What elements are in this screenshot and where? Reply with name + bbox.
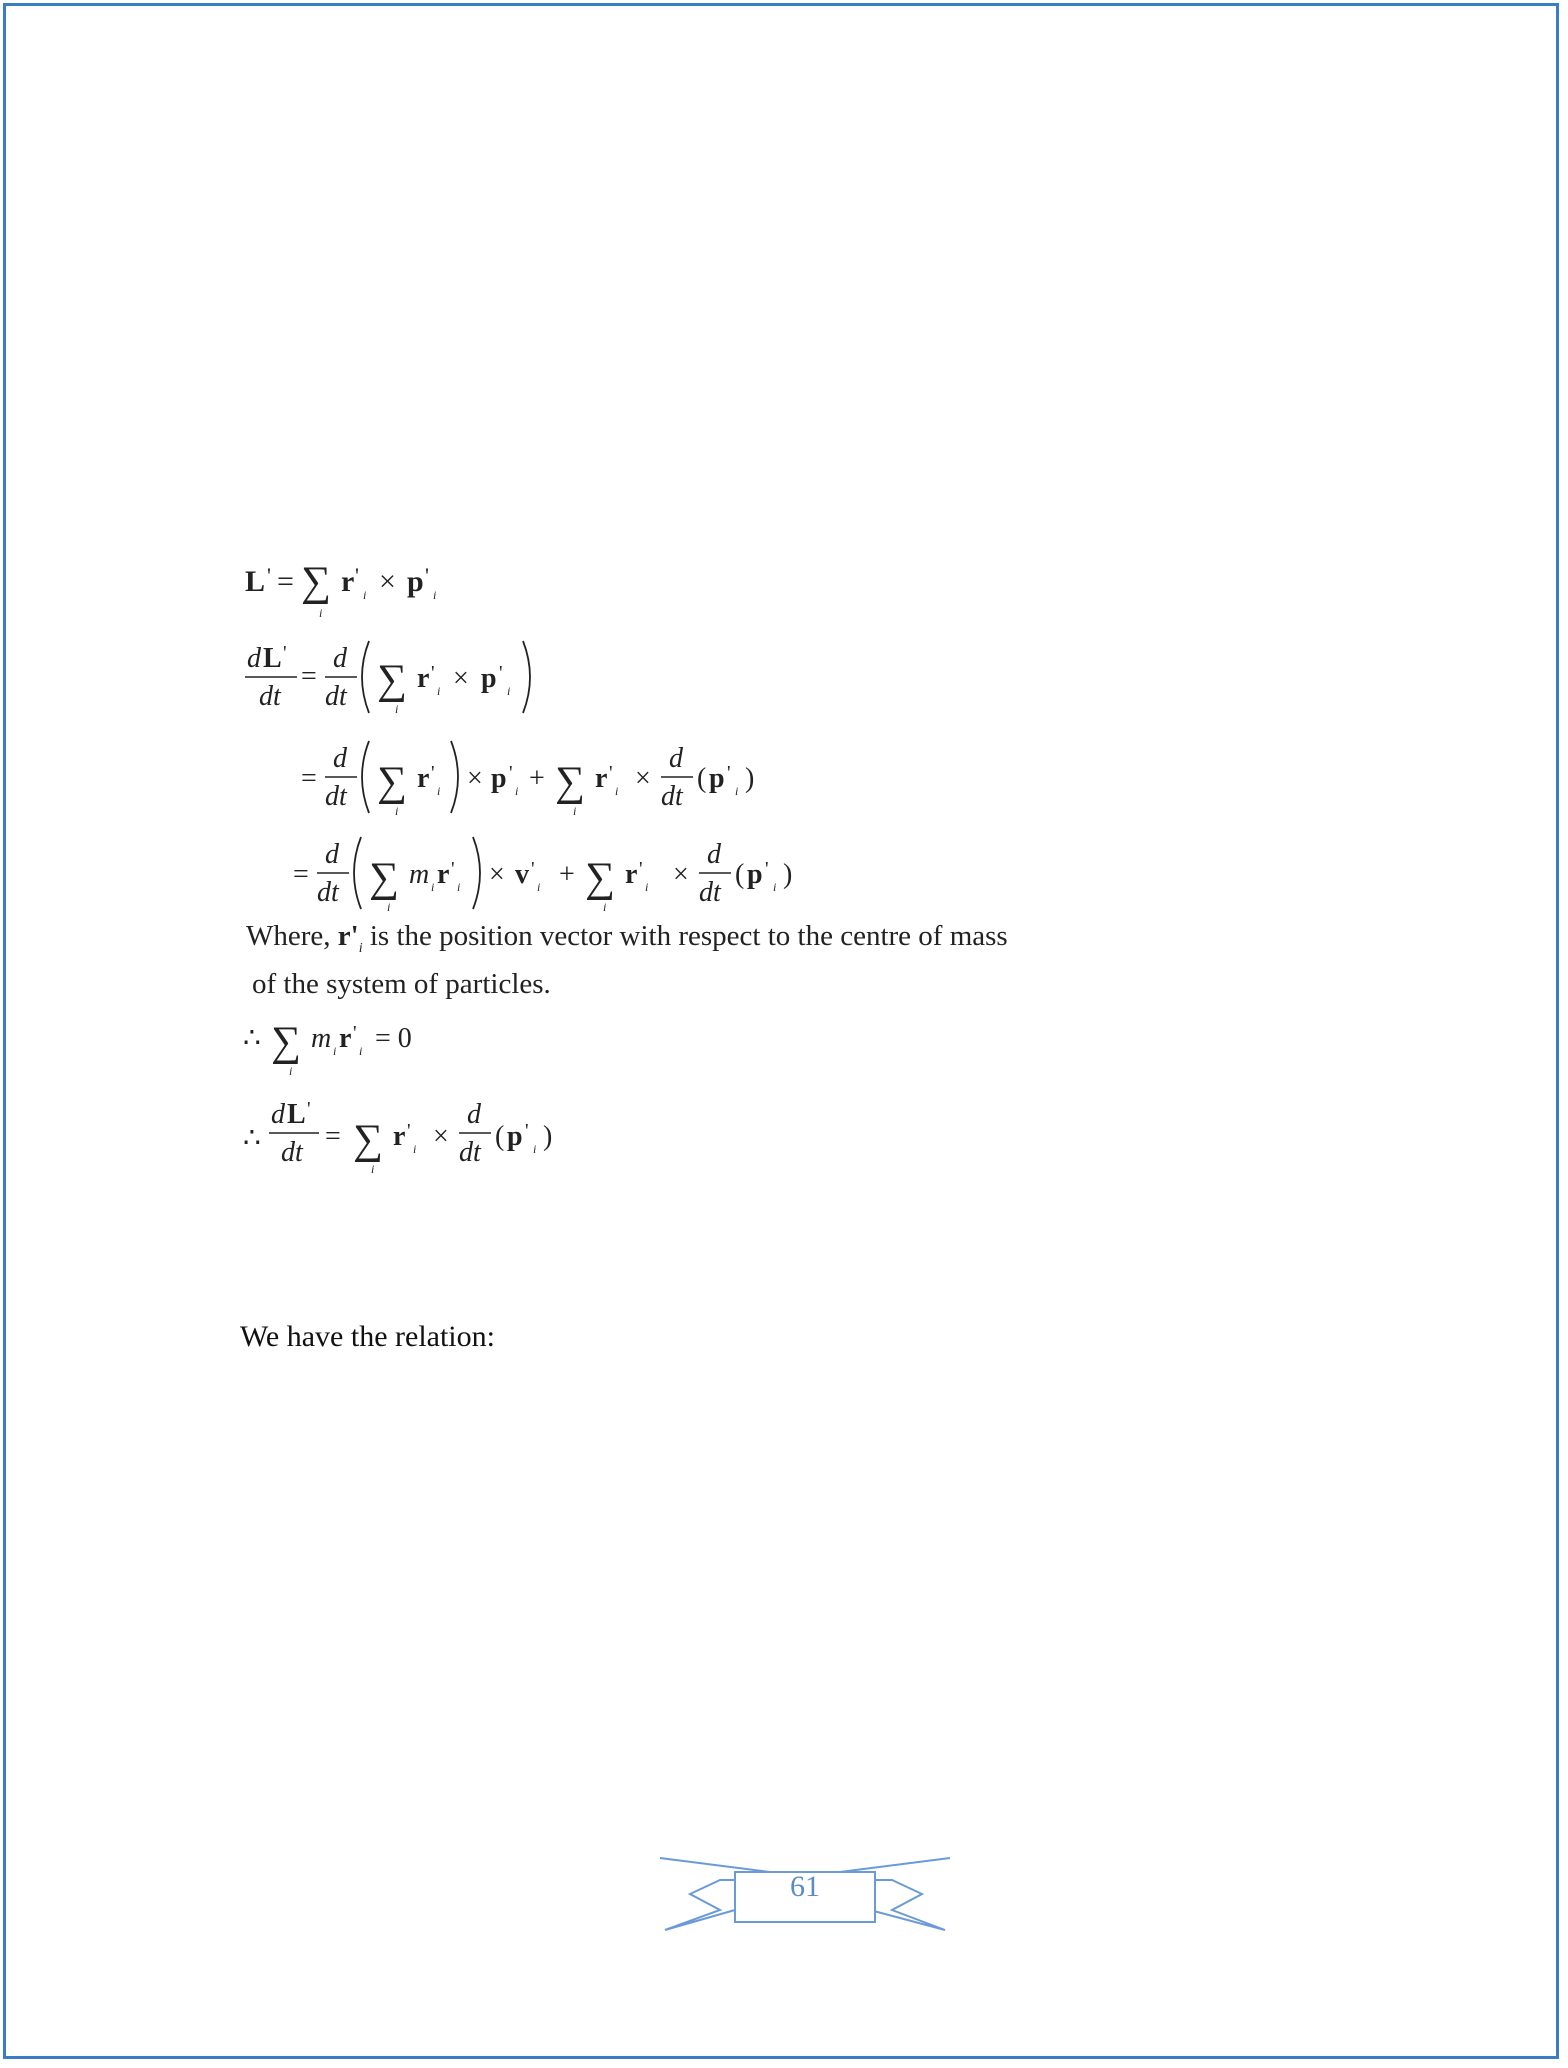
- svg-text:i: i: [371, 1162, 375, 1176]
- svg-text:r: r: [339, 1023, 352, 1054]
- svg-text:dt: dt: [281, 1137, 303, 1168]
- svg-text:∑: ∑: [377, 759, 407, 805]
- svg-text:×: ×: [673, 859, 689, 890]
- equation-derivative-3: [293, 837, 792, 914]
- equation-block: [245, 555, 1125, 1175]
- svg-text:p: p: [507, 1121, 523, 1152]
- svg-text:i: i: [537, 880, 541, 894]
- svg-text:×: ×: [433, 1121, 449, 1152]
- svg-text:': ': [407, 1120, 411, 1142]
- svg-text:×: ×: [635, 763, 651, 794]
- svg-text:i: i: [359, 1044, 363, 1058]
- svg-text:=: =: [325, 1121, 341, 1152]
- svg-text:': ': [451, 858, 455, 880]
- svg-text:': ': [355, 563, 359, 588]
- svg-text:d: d: [669, 743, 683, 774]
- svg-text:r: r: [437, 859, 450, 890]
- svg-text:r: r: [625, 859, 638, 890]
- svg-text:i: i: [773, 880, 777, 894]
- svg-text:∑: ∑: [301, 559, 331, 605]
- svg-text:i: i: [615, 784, 619, 798]
- svg-text:L: L: [287, 1099, 306, 1130]
- svg-text:p: p: [709, 763, 725, 794]
- svg-text:dt: dt: [259, 681, 281, 712]
- svg-text:r: r: [417, 663, 430, 694]
- equation-derivative-1: [245, 641, 530, 716]
- svg-text:i: i: [319, 606, 323, 620]
- svg-text:p: p: [481, 663, 497, 694]
- where-prefix: Where,: [246, 920, 338, 952]
- svg-text:i: i: [413, 1142, 417, 1156]
- svg-text:i: i: [437, 684, 441, 698]
- page-number-banner: [660, 1850, 950, 1935]
- where-suffix: is the position vector with respect to the centre of mass: [362, 920, 1008, 952]
- svg-text:p: p: [491, 763, 507, 794]
- equation-angular-momentum: [245, 559, 436, 620]
- svg-text:r: r: [393, 1121, 406, 1152]
- svg-text:': ': [531, 858, 535, 880]
- svg-text:i: i: [515, 784, 519, 798]
- equation-svg: [245, 555, 1125, 1175]
- svg-text:': ': [431, 662, 435, 684]
- svg-text:=: =: [277, 565, 294, 598]
- svg-text:(: (: [495, 1121, 505, 1152]
- svg-text:L: L: [245, 565, 266, 598]
- svg-text:r: r: [341, 565, 355, 598]
- svg-text:i: i: [289, 1064, 293, 1078]
- svg-text:= 0: = 0: [375, 1023, 412, 1054]
- svg-text:(: (: [697, 763, 707, 794]
- svg-text:v: v: [515, 859, 529, 890]
- svg-text:d: d: [247, 643, 261, 674]
- svg-text:': ': [283, 642, 287, 664]
- svg-text:d: d: [333, 743, 347, 774]
- svg-text:d: d: [325, 839, 339, 870]
- svg-text:i: i: [395, 804, 399, 818]
- svg-text:': ': [609, 762, 613, 784]
- svg-text:m: m: [409, 859, 430, 890]
- svg-text:i: i: [457, 880, 461, 894]
- svg-text:×: ×: [453, 663, 469, 694]
- svg-text:p: p: [747, 859, 763, 890]
- svg-text:i: i: [333, 1044, 337, 1058]
- svg-text:r: r: [595, 763, 608, 794]
- svg-text:': ': [267, 563, 271, 588]
- svg-text:dt: dt: [699, 877, 721, 908]
- svg-text:∴: ∴: [243, 1123, 261, 1154]
- svg-text:∑: ∑: [555, 759, 585, 805]
- svg-text:': ': [525, 1120, 529, 1142]
- svg-text:p: p: [407, 565, 424, 598]
- svg-text:d: d: [707, 839, 721, 870]
- svg-text:dt: dt: [661, 781, 683, 812]
- svg-text:': ': [639, 858, 643, 880]
- svg-text:∑: ∑: [271, 1019, 301, 1065]
- where-sentence-line2: of the system of particles.: [252, 968, 551, 1000]
- equation-torque-result: [243, 1098, 552, 1176]
- svg-text:=: =: [293, 859, 309, 890]
- svg-text:i: i: [573, 804, 577, 818]
- svg-text:m: m: [311, 1023, 332, 1054]
- svg-text:∑: ∑: [353, 1117, 383, 1163]
- svg-text:d: d: [333, 643, 347, 674]
- svg-text:d: d: [271, 1099, 285, 1130]
- svg-text:): ): [745, 763, 755, 794]
- position-vector-symbol: r': [337, 920, 359, 952]
- svg-text:×: ×: [489, 859, 505, 890]
- svg-text:i: i: [387, 900, 391, 914]
- svg-text:i: i: [433, 588, 437, 602]
- svg-text:r: r: [417, 763, 430, 794]
- svg-text:×: ×: [379, 565, 396, 598]
- svg-text:': ': [431, 762, 435, 784]
- svg-text:i: i: [431, 880, 435, 894]
- svg-text:∴: ∴: [243, 1023, 261, 1054]
- svg-text:dt: dt: [325, 681, 347, 712]
- svg-text:∑: ∑: [369, 855, 399, 901]
- svg-text:): ): [783, 859, 793, 890]
- svg-text:': ': [307, 1098, 311, 1120]
- svg-text:(: (: [735, 859, 745, 890]
- svg-text:i: i: [363, 588, 367, 602]
- where-sentence: Where, $r'_i$ is the position vector with respect to the centre of mass: [246, 920, 1008, 956]
- svg-text:': ': [425, 563, 429, 588]
- svg-text:': ': [499, 662, 503, 684]
- svg-text:': ': [727, 762, 731, 784]
- svg-text:+: +: [529, 763, 545, 794]
- svg-text:i: i: [603, 900, 607, 914]
- svg-text:∑: ∑: [377, 657, 407, 703]
- equation-centre-of-mass: [243, 1019, 412, 1078]
- svg-text:': ': [353, 1022, 357, 1044]
- svg-text:d: d: [467, 1099, 481, 1130]
- svg-text:L: L: [263, 643, 282, 674]
- svg-text:×: ×: [467, 763, 483, 794]
- svg-text:i: i: [645, 880, 649, 894]
- svg-text:dt: dt: [459, 1137, 481, 1168]
- svg-text:': ': [509, 762, 513, 784]
- svg-text:i: i: [735, 784, 739, 798]
- relation-text: We have the relation:: [240, 1320, 495, 1353]
- svg-text:i: i: [437, 784, 441, 798]
- svg-text:∑: ∑: [585, 855, 615, 901]
- page-number: 61: [790, 1870, 820, 1903]
- svg-text:': ': [765, 858, 769, 880]
- svg-text:=: =: [301, 763, 317, 794]
- svg-text:dt: dt: [325, 781, 347, 812]
- svg-text:i: i: [507, 684, 511, 698]
- svg-text:+: +: [559, 859, 575, 890]
- svg-text:=: =: [301, 661, 317, 692]
- equation-derivative-2: [301, 741, 754, 818]
- svg-text:): ): [543, 1121, 553, 1152]
- svg-text:i: i: [395, 702, 399, 716]
- svg-text:i: i: [533, 1142, 537, 1156]
- svg-text:dt: dt: [317, 877, 339, 908]
